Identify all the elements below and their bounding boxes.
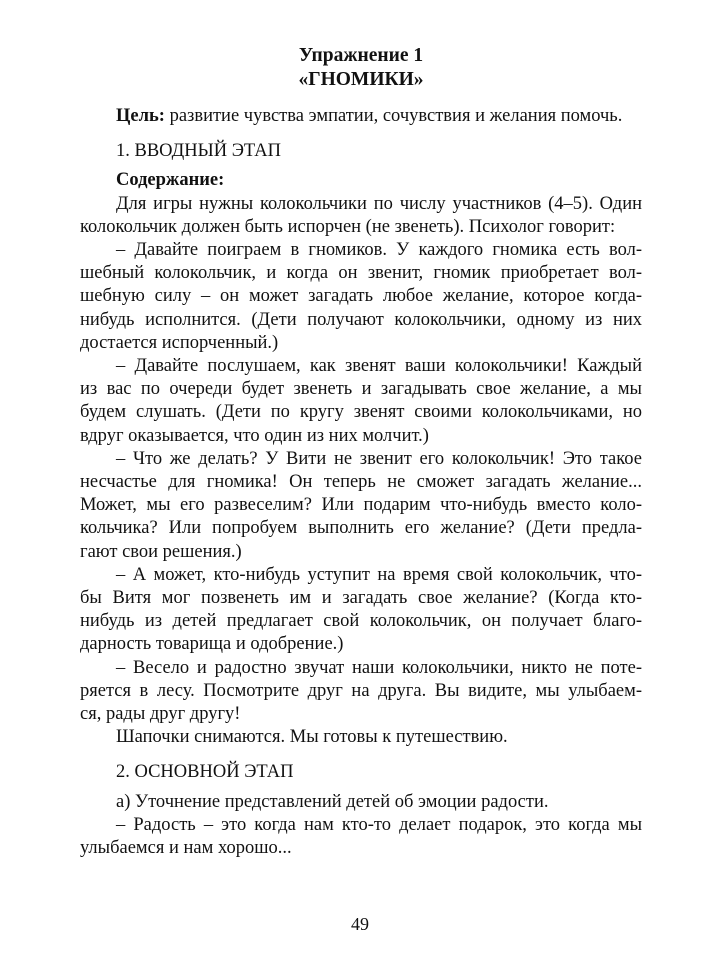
paragraph: [80, 355, 642, 448]
book-page: [80, 44, 642, 860]
text-line: дарность товарища и одобрение.): [80, 634, 344, 655]
goal-paragraph: [80, 105, 642, 128]
text-line: – Весело и радостно звучат наши колокольчики, никто не поте-: [116, 657, 642, 678]
paragraph: [80, 814, 642, 860]
text-line: несчастье для гномика! Он теперь не сможет загадать желание...: [80, 472, 642, 493]
text-line: нибудь исполнится. (Дети получают колокольчики, одному из них: [80, 309, 642, 330]
text-line: кольчика? Или попробуем выполнить его желание? (Дети предла-: [80, 518, 642, 539]
text-line: Шапочки снимаются. Мы готовы к путешествию.: [116, 727, 508, 748]
text-line: – Что же делать? У Вити не звенит его колокольчик! Это такое: [116, 448, 642, 469]
text-line: колокольчик должен быть испорчен (не звенеть). Психолог говорит:: [80, 216, 616, 237]
text-line: – Радость – это когда нам кто-то делает подарок, это когда мы: [116, 814, 642, 835]
text-line: будем слушать. (Дети по кругу звенят своими колокольчиками, но: [80, 402, 642, 423]
content-label: Содержание:: [116, 170, 225, 191]
text-line: вдруг оказывается, что один из них молчит.): [80, 425, 429, 446]
paragraph: [80, 564, 642, 657]
section-2-heading: 2. ОСНОВНОЙ ЭТАП: [116, 762, 294, 783]
text-line: шебный колокольчик, и когда он звенит, гномик приобретает вол-: [80, 263, 642, 284]
paragraph: [80, 193, 642, 239]
text-line: бы Витя мог позвенеть им и загадать свое желание? (Когда кто-: [80, 588, 642, 609]
paragraph: [80, 657, 642, 727]
text-line: – Давайте послушаем, как звенят ваши колокольчики! Каждый: [116, 356, 642, 377]
paragraph: [80, 726, 642, 749]
paragraph: [80, 791, 642, 814]
text-line: шебную силу – он может загадать любое желание, которое когда-: [80, 286, 642, 307]
text-line: ряется в лесу. Посмотрите друг на друга. Вы видите, мы улыбаем-: [80, 680, 642, 701]
exercise-title: Упражнение 1: [298, 45, 424, 66]
text-line: – А может, кто-нибудь уступит на время свой колокольчик, что-: [116, 564, 642, 585]
text-line: гают свои решения.): [80, 541, 242, 562]
exercise-name: «ГНОМИКИ»: [298, 69, 424, 90]
section-1-body: [80, 193, 642, 750]
goal-label: Цель:: [116, 106, 165, 126]
section-2-body: [80, 791, 642, 861]
text-line: а) Уточнение представлений детей об эмоции радости.: [116, 791, 549, 812]
paragraph: [80, 448, 642, 564]
text-line: нибудь из детей предлагает свой колокольчик, он получает благо-: [80, 611, 642, 632]
paragraph: [80, 239, 642, 355]
text-line: Может, мы его развеселим? Или подарим что-нибудь вместо коло-: [80, 495, 642, 516]
text-line: – Давайте поиграем в гномиков. У каждого гномика есть вол-: [116, 240, 642, 261]
text-line: Для игры нужны колокольчики по числу участников (4–5). Один: [116, 193, 642, 214]
text-line: ся, рады друг другу!: [80, 704, 241, 725]
section-1-heading: 1. ВВОДНЫЙ ЭТАП: [116, 141, 282, 162]
page-number: 49: [351, 914, 369, 934]
goal-text: развитие чувства эмпатии, сочувствия и желания помочь.: [169, 106, 623, 126]
text-line: из вас по очереди будет звенеть и загадывать свое желание, а мы: [80, 379, 642, 400]
text-line: достается испорченный.): [80, 332, 279, 353]
text-line: улыбаемся и нам хорошо...: [80, 838, 292, 859]
